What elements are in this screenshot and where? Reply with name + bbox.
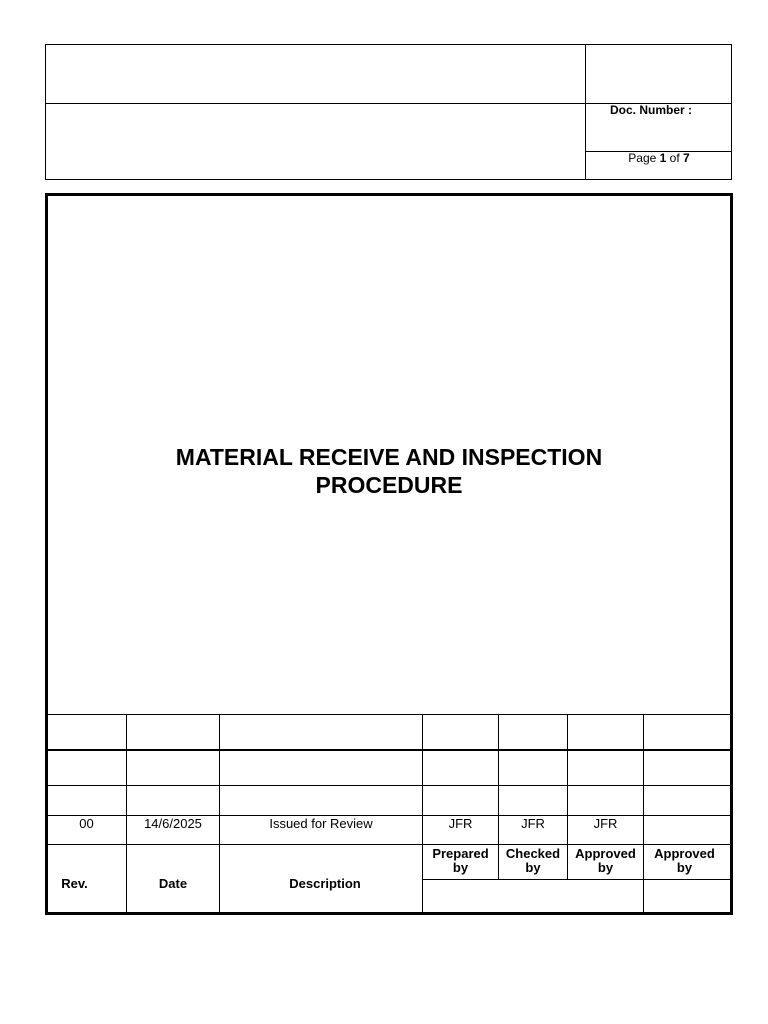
description-header: Description — [289, 876, 361, 891]
page-of: of — [669, 151, 680, 165]
page-title-line2: PROCEDURE — [315, 472, 463, 498]
approved-by-header-line1: Approved — [575, 846, 636, 861]
date-cell: 14/6/2025 — [144, 816, 202, 831]
approved-cell: JFR — [593, 816, 618, 831]
page-title-line1: MATERIAL RECEIVE AND INSPECTION — [175, 444, 603, 470]
prepared-by-header-line2: by — [452, 860, 469, 875]
revision-table-top — [46, 714, 731, 715]
approved-by-header — [644, 847, 725, 875]
revision-table-rule — [46, 844, 731, 845]
prepared-by-header — [423, 847, 498, 875]
checked-by-header-line1: Checked — [505, 846, 561, 861]
prepared-by-header-line1: Prepared — [432, 846, 489, 861]
revision-table-rule — [46, 749, 731, 751]
page-title — [48, 443, 730, 499]
approved-by-header-line2: by — [597, 860, 614, 875]
page-current: 1 — [659, 151, 667, 165]
approved-by-header-line1: Approved — [654, 846, 715, 861]
revision-table-rule — [46, 785, 731, 786]
checked-by-header-line2: by — [525, 860, 541, 875]
prepared-cell: JFR — [448, 816, 473, 831]
page-total: 7 — [683, 151, 690, 165]
approved-by-header — [568, 847, 643, 875]
checked-by-header — [499, 847, 567, 875]
date-header: Date — [158, 876, 188, 891]
revision-table-col-divider — [643, 714, 644, 912]
doc-number-label: Doc. Number : — [609, 103, 692, 117]
page-word: Page — [628, 151, 657, 165]
approved-by-header-line2: by — [676, 860, 693, 875]
revision-table-signature-rule — [422, 879, 731, 880]
rev-cell: 00 — [79, 816, 94, 831]
page-indicator — [586, 151, 732, 165]
checked-cell: JFR — [521, 816, 545, 831]
cover-frame — [45, 193, 733, 915]
rev-header: Rev. — [61, 876, 88, 891]
description-cell: Issued for Review — [269, 816, 373, 831]
